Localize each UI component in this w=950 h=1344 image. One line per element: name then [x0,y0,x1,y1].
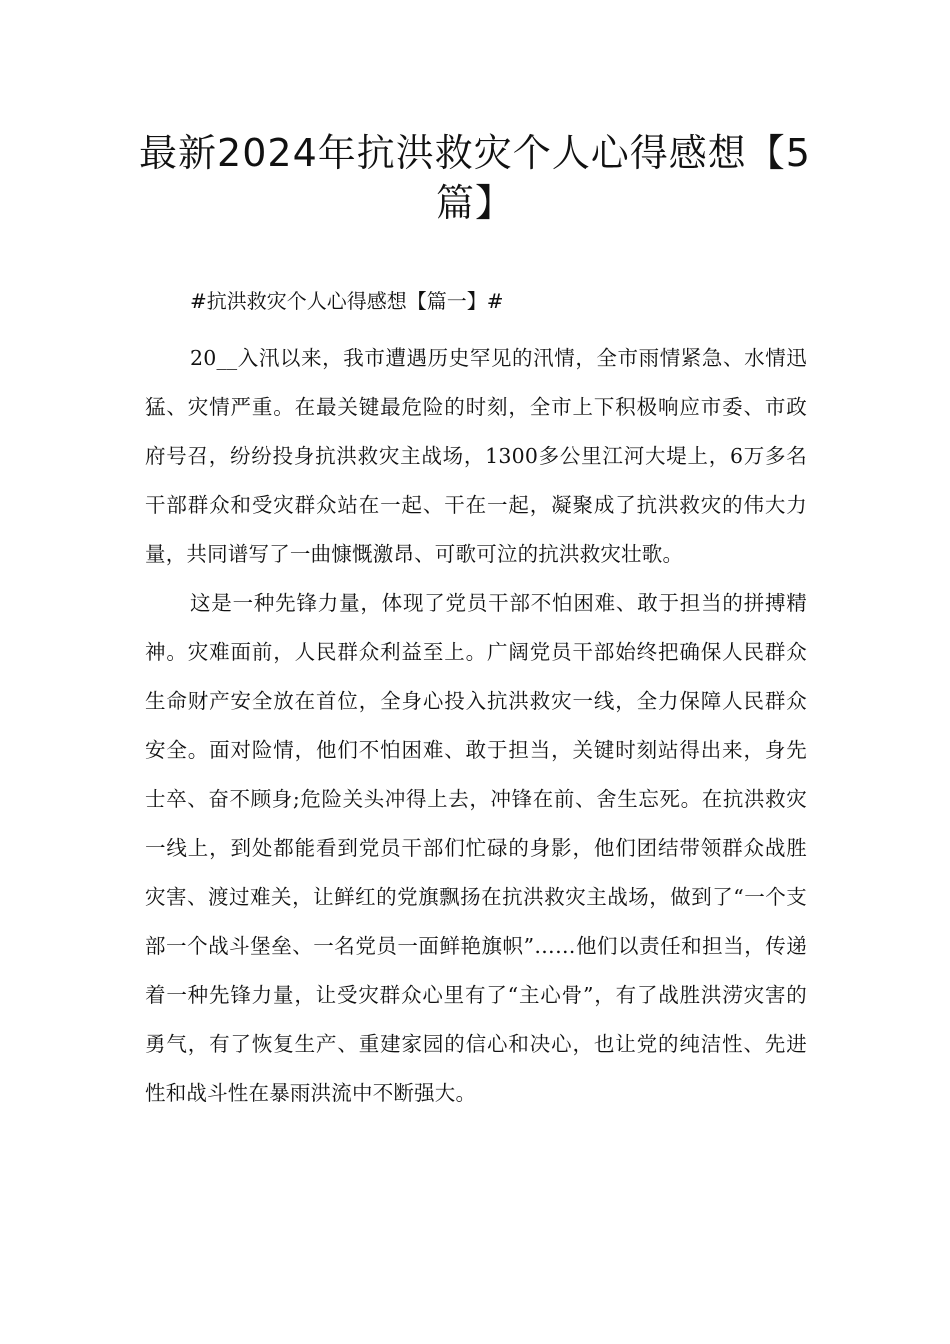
document-title: 最新2024年抗洪救灾个人心得感想【5篇】 [139,131,811,225]
paragraph-1: 20__入汛以来，我市遭遇历史罕见的汛情，全市雨情紧急、水情迅猛、灾情严重。在最关键最危险的时刻，全市上下积极响应市委、市政府号召，纷纷投身抗洪救灾主战场，1300多公里江河大堤上，6万多名干部群众和受灾群众站在一起、干在一起，凝聚成了抗洪救灾的伟大力量，共同谱写了一曲慷慨激昂、可歌可泣的抗洪救灾壮歌。 [145,346,807,566]
paragraph-2: 这是一种先锋力量，体现了党员干部不怕困难、敢于担当的拼搏精神。灾难面前，人民群众利益至上。广阔党员干部始终把确保人民群众生命财产安全放在首位，全身心投入抗洪救灾一线，全力保障人民群众安全。面对险情，他们不怕困难、敢于担当，关键时刻站得出来，身先士卒、奋不顾身;危险关头冲得上去，冲锋在前、舍生忘死。在抗洪救灾一线上，到处都能看到党员干部们忙碌的身影，他们团结带领群众战胜灾害、渡过难关，让鲜红的党旗飘扬在抗洪救灾主战场，做到了“一个支部一个战斗堡垒、一名党员一面鲜艳旗帜”……他们以责任和担当，传递着一种先锋力量，让受灾群众心里有了“主心骨”，有了战胜洪涝灾害的勇气，有了恢复生产、重建家园的信心和决心，也让党的纯洁性、先进性和战斗性在暴雨洪流中不断强大。 [145,591,807,1105]
section-heading: #抗洪救灾个人心得感想【篇一】# [190,289,504,313]
document-body [145,334,807,1118]
